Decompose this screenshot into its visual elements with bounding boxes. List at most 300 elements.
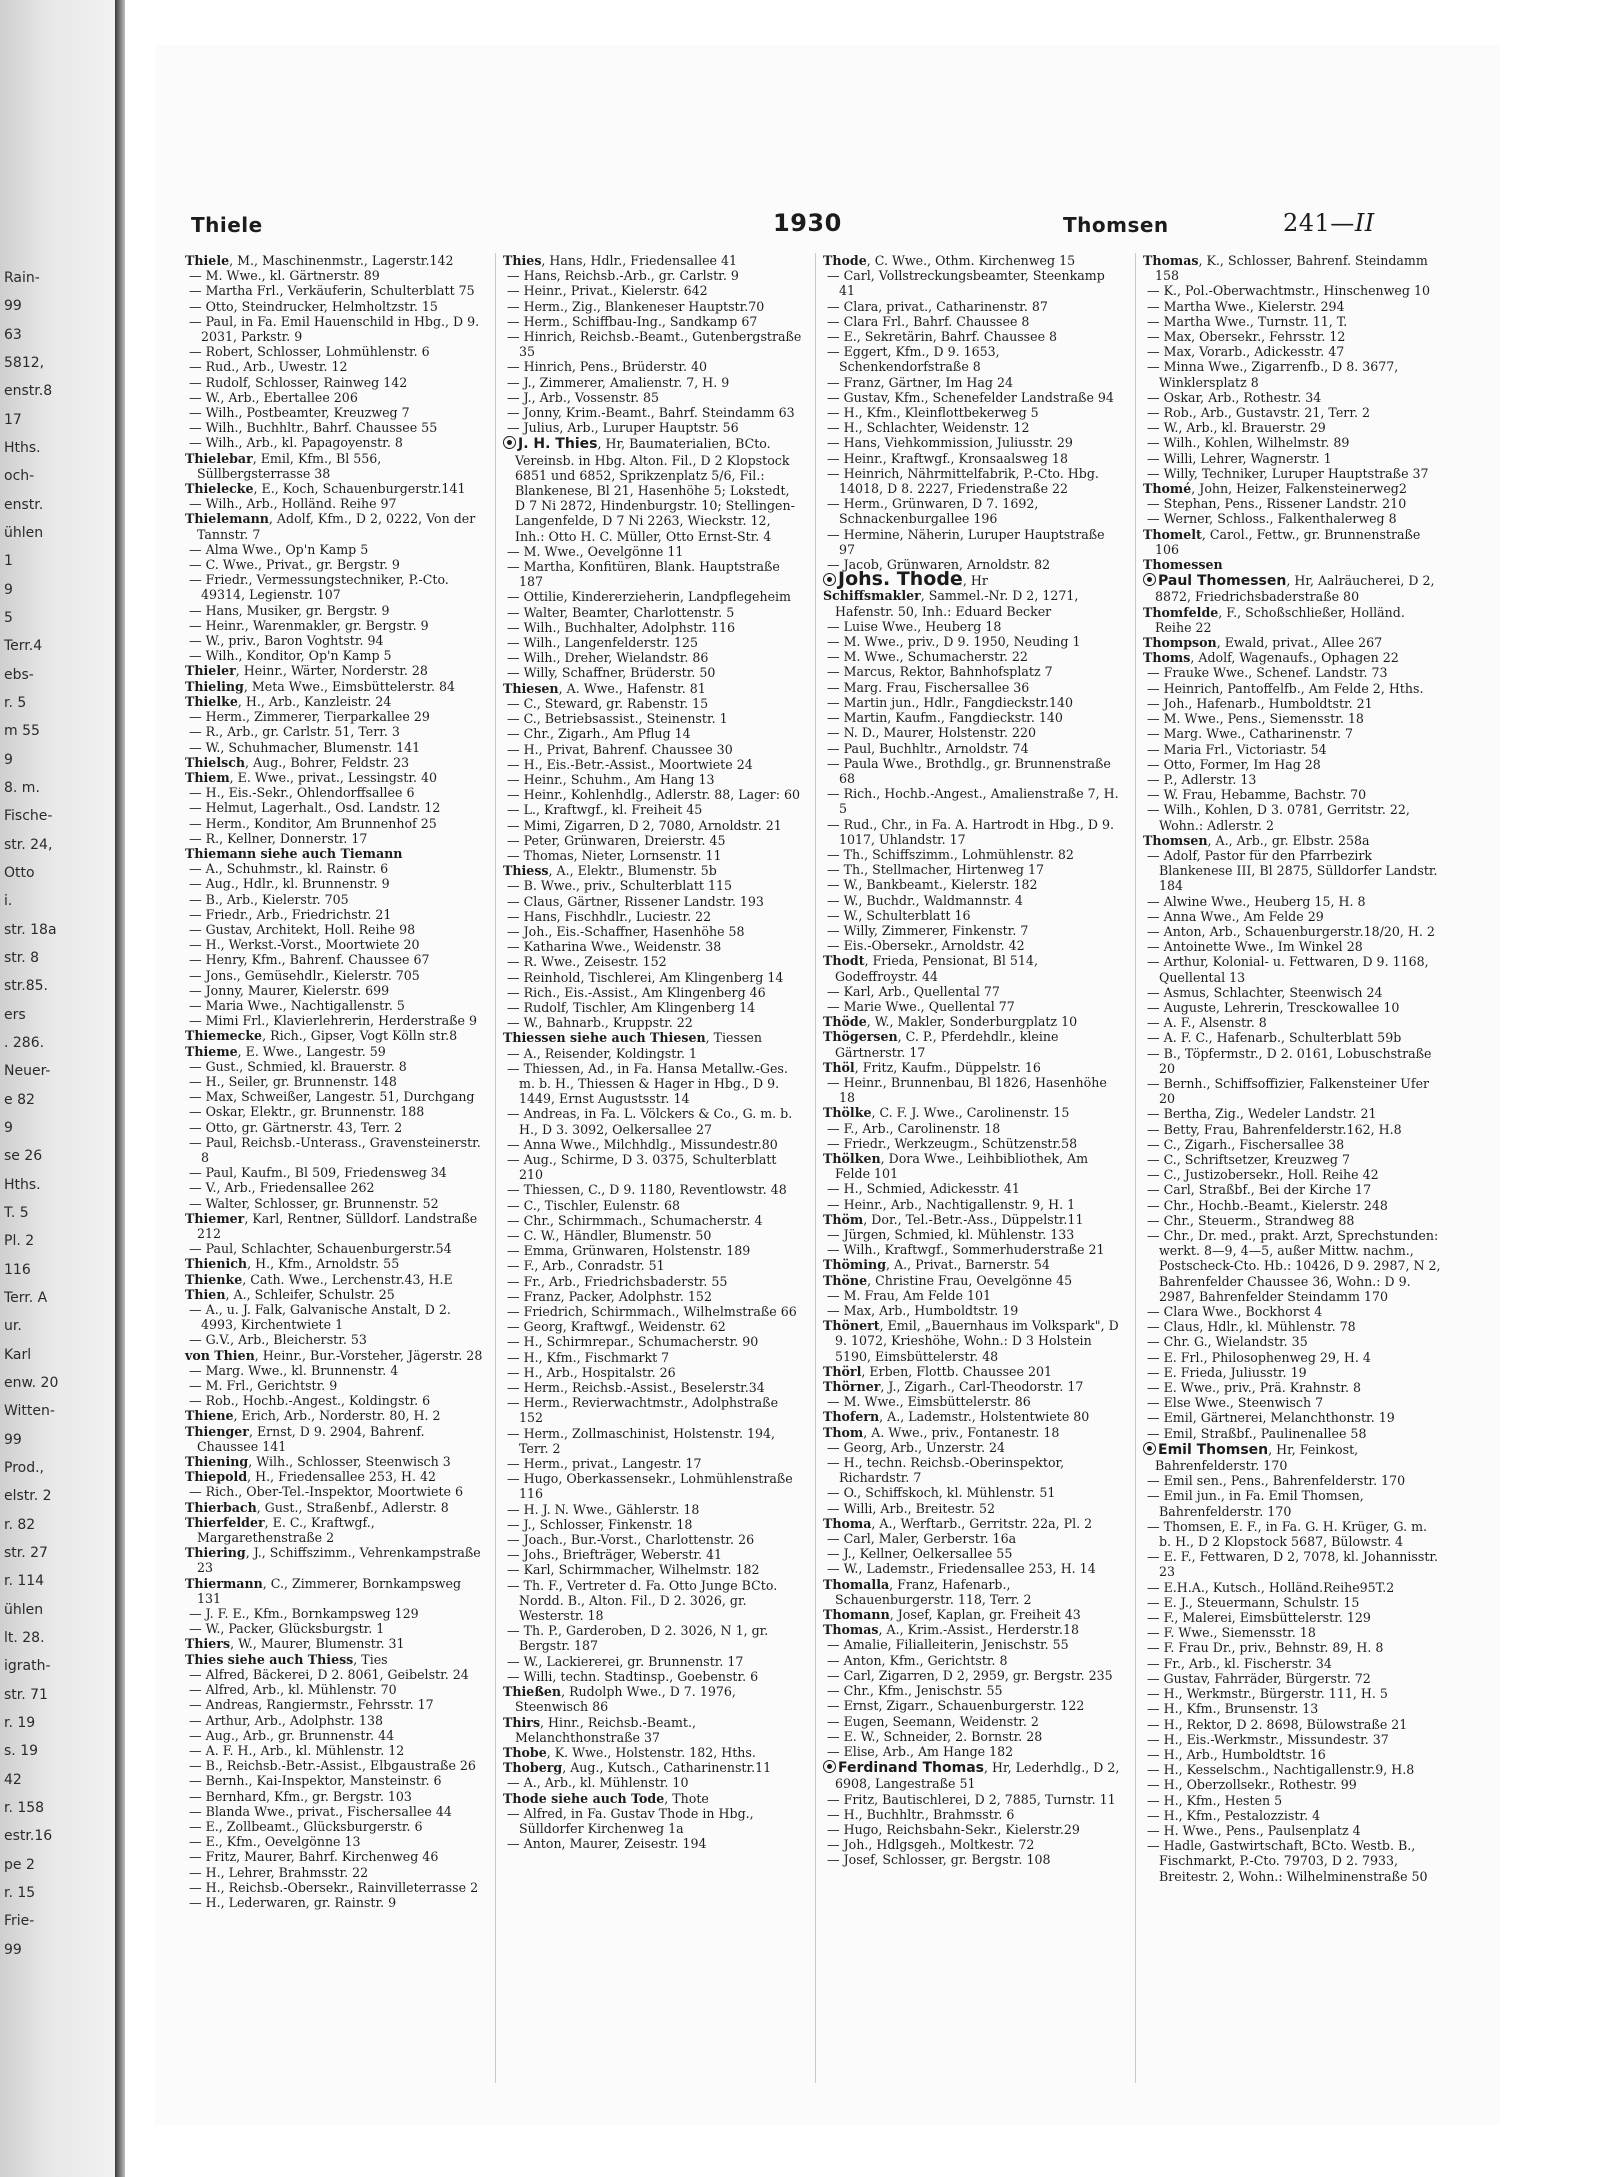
entry-text: — Wilh., Buchhltr., Bahrf. Chaussee 55 — [189, 420, 438, 436]
entry-text: — E., Kfm., Oevelgönne 13 — [189, 1834, 361, 1850]
directory-entry — [503, 863, 803, 878]
directory-entry — [823, 1546, 1123, 1561]
entry-text: — Alfred, Bäckerei, D 2. 8061, Geibelstr. 24 — [189, 1666, 469, 1682]
directory-entry — [1143, 772, 1443, 787]
entry-text: Thielke, H., Arb., Kanzleistr. 24 — [185, 693, 392, 709]
entry-text: — Alwine Wwe., Heuberg 15, H. 8 — [1147, 893, 1366, 909]
entry-text: — A., u. J. Falk, Galvanische Anstalt, D 2. 4993, Kirchentwiete 1 — [189, 1302, 451, 1333]
directory-entry — [185, 1667, 485, 1682]
directory-entry — [823, 786, 1123, 816]
directory-entry — [823, 253, 1123, 268]
directory-entry — [823, 268, 1123, 298]
entry-text: — Heinr., Warenmakler, gr. Bergstr. 9 — [189, 617, 429, 633]
entry-text: — H., Rektor, D 2. 8698, Bülowstraße 21 — [1147, 1716, 1408, 1732]
entry-text: — B., Arb., Kielerstr. 705 — [189, 891, 349, 907]
entry-text: — W., Buchdr., Waldmannstr. 4 — [827, 892, 1023, 908]
entry-text: — Hermine, Näherin, Luruper Hauptstraße 97 — [827, 526, 1105, 557]
directory-entry — [823, 375, 1123, 390]
directory-entry — [1143, 359, 1443, 389]
directory-entry — [823, 1121, 1123, 1136]
directory-entry — [503, 635, 803, 650]
entry-text: — H., Schlachter, Weidenstr. 12 — [827, 420, 1030, 436]
directory-entry — [823, 1257, 1123, 1272]
directory-entry — [823, 1227, 1123, 1242]
directory-entry — [823, 1653, 1123, 1668]
directory-entry — [185, 1059, 485, 1074]
directory-entry — [185, 1272, 485, 1287]
directory-entry — [185, 1256, 485, 1271]
entry-text: — W., Arb., kl. Brauerstr. 29 — [1147, 420, 1326, 436]
entry-text: — Wilh., Dreher, Wielandstr. 86 — [507, 650, 709, 666]
entry-text: — Bernhard, Kfm., gr. Bergstr. 103 — [189, 1788, 412, 1804]
directory-entry — [823, 999, 1123, 1014]
entry-text: Thienke, Cath. Wwe., Lerchenstr.43, H.E — [185, 1271, 453, 1287]
directory-entry — [185, 1332, 485, 1347]
directory-entry — [185, 451, 485, 481]
directory-entry — [503, 1760, 803, 1775]
entry-text: Thomelt, Carol., Fettw., gr. Brunnenstraße 106 — [1143, 526, 1421, 557]
directory-entry — [503, 1365, 803, 1380]
entry-text: — Katharina Wwe., Weidenstr. 38 — [507, 939, 722, 955]
entry-text: Thiemecke, Rich., Gipser, Vogt Kölln str.8 — [185, 1028, 458, 1044]
directory-page — [155, 45, 1500, 2125]
entry-text: J. H. Thies, Hr, Baumaterialien, BCto. Vereinsb. in Hbg. Alton. Fil., D 2 Klopstock 6851 und 6852, Sprikzenplatz 5/6, Fil.: Blankenese, Bl 21, Hasenhöhe 5; Lokstedt, D 7 Ni 2872, Hindenburgstr. 10; Stellingen-Langenfelde, D 7 Ni 2263, Wieckstr. 12, Inh.: Otto H. C. Müller, Otto Ernst-Str. 4 — [515, 436, 795, 544]
directory-entry — [185, 618, 485, 633]
directory-entry — [1143, 650, 1443, 665]
entry-text: — Fritz, Maurer, Bahrf. Kirchenweg 46 — [189, 1849, 439, 1865]
directory-entry — [823, 1409, 1123, 1424]
directory-entry — [185, 663, 485, 678]
entry-text: — Aug., Hdlr., kl. Brunnenstr. 9 — [189, 876, 390, 892]
entry-text: — W., Bahnarb., Kruppstr. 22 — [507, 1015, 693, 1031]
entry-text: — Asmus, Schlachter, Steenwisch 24 — [1147, 984, 1383, 1000]
directory-entry — [503, 1547, 803, 1562]
directory-entry — [185, 1804, 485, 1819]
directory-entry — [185, 1880, 485, 1895]
entry-text: Thomas, A., Krim.-Assist., Herderstr.18 — [823, 1622, 1080, 1638]
directory-entry — [185, 1393, 485, 1408]
directory-entry — [185, 603, 485, 618]
directory-entry — [185, 1424, 485, 1454]
entry-text: — M. Wwe., Schumacherstr. 22 — [827, 649, 1028, 665]
header-last-name: Thomsen — [1063, 213, 1169, 237]
entry-text: — Anton, Arb., Schauenburgerstr.18/20, H. 2 — [1147, 923, 1435, 939]
directory-entry — [185, 1743, 485, 1758]
directory-entry — [823, 1729, 1123, 1744]
entry-text: Thomann, Josef, Kaplan, gr. Freiheit 43 — [823, 1607, 1081, 1623]
directory-entry — [503, 1395, 803, 1425]
directory-entry — [823, 1212, 1123, 1227]
entry-text: — Hugo, Oberkassensekr., Lohmühlenstraße 116 — [507, 1471, 793, 1502]
entry-text: — C., Betriebsassist., Steinenstr. 1 — [507, 711, 728, 727]
directory-entry — [503, 1456, 803, 1471]
entry-text: — Heinr., Arb., Nachtigallenstr. 9, H. 1 — [827, 1196, 1076, 1212]
directory-entry — [503, 390, 803, 405]
directory-entry — [185, 1408, 485, 1423]
directory-entry — [185, 1196, 485, 1211]
entry-text: — Herm., Grünwaren, D 7. 1692, Schnackenburgallee 196 — [827, 496, 1039, 527]
registered-firm-icon — [1143, 1442, 1156, 1455]
directory-entry — [1143, 1777, 1443, 1792]
entry-text: Thölken, Dora Wwe., Leihbibliothek, Am Felde 101 — [823, 1150, 1089, 1182]
entry-text: Thöde, W., Makler, Sonderburgplatz 10 — [823, 1014, 1078, 1030]
entry-text: — R., Arb., gr. Carlstr. 51, Terr. 3 — [189, 724, 400, 740]
entry-text: — W., Lackiererei, gr. Brunnenstr. 17 — [507, 1653, 744, 1669]
directory-entry — [1143, 283, 1443, 298]
directory-entry — [503, 1654, 803, 1669]
entry-text: — Max, Arb., Humboldtstr. 19 — [827, 1303, 1019, 1319]
directory-entry — [185, 1758, 485, 1773]
directory-entry — [823, 1318, 1123, 1364]
directory-entry — [503, 1319, 803, 1334]
entry-text: — Karl, Arb., Quellental 77 — [827, 983, 1000, 999]
directory-entry — [1143, 1549, 1443, 1579]
directory-entry — [823, 923, 1123, 938]
directory-entry — [503, 253, 803, 268]
entry-text: — Aug., Schirme, D 3. 0375, Schulterblatt 210 — [507, 1151, 777, 1183]
entry-text: Thoma, A., Werftarb., Gerritstr. 22a, Pl. 2 — [823, 1515, 1093, 1531]
entry-text: — Hadle, Gastwirtschaft, BCto. Westb. B., Fischmarkt, P.-Cto. 79703, D 2. 7933, Breitestr. 2, Wohn.: Wilhelminenstraße 50 — [1147, 1838, 1428, 1884]
entry-text: Thieme, E. Wwe., Langestr. 59 — [185, 1043, 386, 1059]
entry-text: — Thiessen, C., D 9. 1180, Reventlowstr. 48 — [507, 1182, 787, 1198]
entry-text: — Chr., Hochb.-Beamt., Kielerstr. 248 — [1147, 1197, 1388, 1213]
directory-entry — [185, 1104, 485, 1119]
directory-entry — [185, 740, 485, 755]
directory-entry — [503, 833, 803, 848]
entry-text: — H., Kfm., Brunsenstr. 13 — [1147, 1701, 1319, 1717]
directory-entry — [1143, 527, 1443, 557]
entry-text: — Julius, Arb., Luruper Hauptstr. 56 — [507, 420, 739, 436]
directory-entry — [823, 1637, 1123, 1652]
entry-text: — Chr., Schirmmach., Schumacherstr. 4 — [507, 1212, 763, 1228]
directory-entry — [185, 1469, 485, 1484]
entry-text: — Jürgen, Schmied, kl. Mühlenstr. 133 — [827, 1227, 1075, 1242]
entry-text: — Walter, Beamter, Charlottenstr. 5 — [507, 604, 735, 620]
directory-entry — [823, 1792, 1123, 1807]
directory-entry — [823, 1607, 1123, 1622]
directory-entry — [823, 862, 1123, 877]
entry-text: — W. Frau, Hebamme, Bachstr. 70 — [1147, 787, 1367, 803]
entry-text: — H., Eis.-Betr.-Assist., Moortwiete 24 — [507, 756, 753, 772]
entry-text: — C., Schriftsetzer, Kreuzweg 7 — [1147, 1151, 1350, 1167]
directory-entry — [503, 268, 803, 283]
directory-entry — [823, 710, 1123, 725]
entry-text: — Anton, Kfm., Gerichtstr. 8 — [827, 1652, 1008, 1668]
entry-text: — H., Kfm., Kleinflottbekerweg 5 — [827, 405, 1039, 421]
directory-entry — [185, 420, 485, 435]
directory-entry — [823, 634, 1123, 649]
directory-entry — [503, 1334, 803, 1349]
facing-page-fragment-text: str. 27 — [4, 1545, 48, 1561]
directory-entry — [185, 1454, 485, 1469]
facing-page-fragment-text: Hths. — [4, 440, 41, 456]
directory-entry — [185, 952, 485, 967]
entry-text: — Paul, Kaufm., Bl 509, Friedensweg 34 — [189, 1165, 447, 1181]
entry-text: — M. Wwe., kl. Gärtnerstr. 89 — [189, 268, 380, 284]
directory-entry — [823, 1288, 1123, 1303]
entry-text: — Ernst, Zigarr., Schauenburgerstr. 122 — [827, 1698, 1085, 1714]
entry-text: — H., Seiler, gr. Brunnenstr. 148 — [189, 1073, 397, 1089]
directory-entry — [185, 1773, 485, 1788]
entry-text: — R., Kellner, Donnerstr. 17 — [189, 830, 368, 846]
entry-text: — Mimi Frl., Klavierlehrerin, Herderstraße 9 — [189, 1013, 478, 1029]
entry-text: — H., Reichsb.-Obersekr., Rainvilleterrasse 2 — [189, 1879, 479, 1895]
directory-entry — [503, 1578, 803, 1624]
directory-entry — [1143, 1473, 1443, 1488]
entry-text: — M. Wwe., Pens., Siemensstr. 18 — [1147, 711, 1364, 727]
directory-entry — [823, 664, 1123, 679]
directory-entry — [1143, 1015, 1443, 1030]
entry-text: — Andreas, Rangiermstr., Fehrsstr. 17 — [189, 1697, 434, 1713]
entry-text: — Marg. Wwe., Catharinenstr. 7 — [1147, 726, 1354, 742]
facing-page-fragment-text: pe 2 — [4, 1856, 35, 1873]
entry-text: — Heinr., Kohlenhdlg., Adlerstr. 88, Lager: 60 — [507, 787, 800, 803]
directory-entry — [1143, 1410, 1443, 1425]
directory-entry — [823, 1744, 1123, 1759]
entry-text: — Oskar, Elektr., gr. Brunnenstr. 188 — [189, 1104, 425, 1120]
entry-text: — Jons., Gemüsehdlr., Kielerstr. 705 — [189, 967, 420, 983]
entry-text: — B., Reichsb.-Betr.-Assist., Elbgaustraße 26 — [189, 1758, 476, 1774]
entry-text: Thienich, H., Kfm., Arnoldstr. 55 — [185, 1256, 400, 1272]
facing-page-fragment-text: r. 82 — [4, 1516, 36, 1533]
directory-entry — [185, 968, 485, 983]
entry-text: — B., Töpfermstr., D 2. 0161, Lobuschstraße 20 — [1147, 1045, 1432, 1076]
directory-entry — [823, 466, 1123, 496]
directory-entry — [1143, 726, 1443, 741]
directory-entry — [503, 299, 803, 314]
directory-entry — [823, 1501, 1123, 1516]
directory-entry — [1143, 1380, 1443, 1395]
facing-page-fragment-text: r. 19 — [4, 1715, 36, 1731]
directory-entry — [823, 817, 1123, 847]
entry-text: Thöne, Christine Frau, Oevelgönne 45 — [823, 1272, 1073, 1288]
entry-text: — Alfred, in Fa. Gustav Thode in Hbg., Sülldorfer Kirchenweg 1a — [507, 1805, 754, 1836]
directory-entry — [823, 680, 1123, 695]
column-divider — [1135, 253, 1136, 2083]
entry-text: — E. F., Fettwaren, D 2, 7078, kl. Johannisstr. 23 — [1147, 1549, 1439, 1580]
facing-page-fragment-text: r. 158 — [4, 1800, 45, 1816]
directory-entry — [823, 619, 1123, 634]
entry-text: Thode, C. Wwe., Othm. Kirchenweg 15 — [823, 253, 1076, 268]
entry-text: — Robert, Schlosser, Lohmühlenstr. 6 — [189, 344, 430, 360]
directory-entry — [185, 1819, 485, 1834]
facing-page-fragment-text: 5 — [4, 610, 13, 626]
directory-entry — [503, 420, 803, 435]
entry-text: — Alma Wwe., Op'n Kamp 5 — [189, 541, 369, 557]
entry-text: — W., Schulterblatt 16 — [827, 907, 971, 923]
entry-text: — Martha Wwe., Kielerstr. 294 — [1147, 298, 1345, 314]
entry-text: Thiering, J., Schiffszimm., Vehrenkampstraße 23 — [185, 1545, 481, 1576]
directory-entry — [823, 1105, 1123, 1120]
entry-text: — Max, Vorarb., Adickesstr. 47 — [1147, 344, 1345, 360]
directory-entry — [823, 568, 1123, 591]
entry-text: — B. Wwe., priv., Schulterblatt 115 — [507, 878, 733, 894]
facing-page-fragment-text: i. — [4, 893, 13, 910]
facing-page-fragment-text: Terr. A — [4, 1290, 48, 1306]
directory-entry — [185, 1636, 485, 1651]
entry-text: — Joh., Eis.-Schaffner, Hasenhöhe 58 — [507, 923, 745, 939]
entry-text: — H., Werkmstr., Bürgerstr. 111, H. 5 — [1147, 1686, 1388, 1702]
directory-entry — [503, 1775, 803, 1790]
directory-entry — [1143, 314, 1443, 329]
directory-entry — [823, 1531, 1123, 1546]
entry-text: — Auguste, Lehrerin, Tresckowallee 10 — [1147, 999, 1400, 1015]
entry-text: — Jonny, Maurer, Kielerstr. 699 — [189, 982, 390, 998]
entry-text: — Herm., Konditor, Am Brunnenhof 25 — [189, 815, 437, 831]
entry-text: — Willi, techn. Stadtinsp., Goebenstr. 6 — [507, 1668, 759, 1684]
facing-page-fragment-text: ers — [4, 1006, 26, 1023]
facing-page-fragment-text: . 286. — [4, 1035, 45, 1051]
entry-text: — Willy, Techniker, Luruper Hauptstraße 37 — [1147, 465, 1429, 481]
entry-text: Thießen, Rudolph Wwe., D 7. 1976, Steenwisch 86 — [503, 1684, 736, 1715]
entry-text: — Wilh., Kohlen, Wilhelmstr. 89 — [1147, 435, 1350, 451]
entry-text: — A., Arb., kl. Mühlenstr. 10 — [507, 1775, 689, 1791]
entry-text: — H., Kfm., Pestalozzistr. 4 — [1147, 1807, 1321, 1823]
directory-entry — [823, 1759, 1123, 1791]
entry-text: — Clara, privat., Catharinenstr. 87 — [827, 298, 1048, 314]
directory-entry — [1143, 1106, 1443, 1121]
directory-entry — [1143, 420, 1443, 435]
facing-page-fragment-text: lt. 28. — [4, 1630, 45, 1646]
entry-text: — Mimi, Zigarren, D 2, 7080, Arnoldstr. 21 — [507, 817, 782, 833]
entry-text: — Fritz, Bautischlerei, D 2, 7885, Turnstr. 11 — [827, 1791, 1116, 1807]
entry-text: — Wilh., Kraftwgf., Sommerhuderstraße 21 — [827, 1242, 1105, 1258]
entry-text: — M. Frl., Gerichtstr. 9 — [189, 1378, 338, 1394]
directory-entry — [1143, 1076, 1443, 1106]
entry-text: — Paul, Buchhltr., Arnoldstr. 74 — [827, 740, 1029, 756]
directory-entry — [823, 938, 1123, 953]
entry-text: — M. Wwe., Oevelgönne 11 — [507, 543, 684, 559]
entry-text: — H., Kesselschm., Nachtigallenstr.9, H.8 — [1147, 1762, 1415, 1778]
entry-text: — Emma, Grünwaren, Holstenstr. 189 — [507, 1243, 751, 1259]
directory-entry — [185, 816, 485, 831]
directory-entry — [1143, 1838, 1443, 1884]
entry-text: — Aug., Arb., gr. Brunnenstr. 44 — [189, 1727, 395, 1743]
entry-text: — Martha Wwe., Turnstr. 11, T. — [1147, 313, 1348, 329]
directory-entry — [1143, 253, 1443, 283]
entry-text: Thiepold, H., Friedensallee 253, H. 42 — [185, 1469, 436, 1485]
entry-text: — Frauke Wwe., Schenef. Landstr. 73 — [1147, 665, 1388, 681]
directory-entry — [1143, 924, 1443, 939]
entry-text: — Maria Frl., Victoriastr. 54 — [1147, 741, 1327, 757]
entry-text: — Hinrich, Pens., Brüderstr. 40 — [507, 359, 707, 375]
facing-page-fragment-text: Terr.4 — [4, 638, 43, 655]
directory-entry — [185, 253, 485, 268]
entry-text: — Heinr., Privat., Kielerstr. 642 — [507, 283, 708, 299]
entry-text: — A. F., Alsenstr. 8 — [1147, 1015, 1267, 1031]
directory-entry — [185, 283, 485, 298]
registered-firm-icon — [823, 573, 836, 586]
directory-entry — [503, 742, 803, 757]
entry-text: — Carl, Zigarren, D 2, 2959, gr. Bergstr. 235 — [827, 1667, 1113, 1683]
directory-entry — [503, 329, 803, 359]
directory-entry — [185, 1484, 485, 1499]
directory-entry — [503, 894, 803, 909]
directory-entry — [185, 1363, 485, 1378]
directory-entry — [1143, 742, 1443, 757]
directory-entry — [185, 724, 485, 739]
directory-entry — [503, 878, 803, 893]
facing-page-fragment-text: Prod., — [4, 1460, 44, 1476]
directory-entry — [185, 542, 485, 557]
directory-entry — [185, 861, 485, 876]
entry-text: — Wilh., Arb., Holländ. Reihe 97 — [189, 496, 397, 512]
page-number: 241— — [1283, 209, 1355, 237]
directory-entry — [823, 435, 1123, 450]
directory-entry — [185, 1576, 485, 1606]
directory-entry — [185, 299, 485, 314]
entry-text: — Georg, Arb., Unzerstr. 24 — [827, 1439, 1005, 1455]
entry-text: — Heinrich, Pantoffelfb., Am Felde 2, Hths. — [1147, 680, 1424, 696]
entry-text: — Amalie, Filialleiterin, Jenischstr. 55 — [827, 1637, 1069, 1653]
entry-text: Thielecke, E., Koch, Schauenburgerstr.141 — [185, 481, 466, 497]
entry-text: — Reinhold, Tischlerei, Am Klingenberg 14 — [507, 969, 784, 985]
entry-text: — C., Steward, gr. Rabenstr. 15 — [507, 695, 709, 711]
entry-text: — Chr., Kfm., Jenischstr. 55 — [827, 1683, 1003, 1699]
entry-text: Thobe, K. Wwe., Holstenstr. 182, Hths. — [503, 1744, 756, 1760]
directory-entry — [503, 1715, 803, 1745]
entry-text: Thieling, Meta Wwe., Eimsbüttelerstr. 84 — [185, 678, 456, 694]
entry-text: — Heinrich, Nährmittelfabrik, P.-Cto. Hbg. 14018, D 8. 2227, Friedenstraße 22 — [827, 465, 1099, 497]
entry-text: — Rud., Chr., in Fa. A. Hartrodt in Hbg., D 9. 1017, Uhlandstr. 17 — [827, 816, 1114, 847]
header-page-number — [1283, 209, 1375, 237]
directory-entry — [1143, 1304, 1443, 1319]
page-header — [183, 205, 1458, 245]
facing-page-fragment-text: m 55 — [4, 723, 40, 740]
directory-entry — [185, 1180, 485, 1195]
directory-entry — [503, 1182, 803, 1197]
facing-page-fragment-text: e 82 — [4, 1091, 35, 1108]
entry-text: — Eugen, Seemann, Weidenstr. 2 — [827, 1713, 1039, 1729]
directory-entry — [503, 970, 803, 985]
directory-entry — [503, 1836, 803, 1851]
directory-entry — [823, 344, 1123, 374]
directory-entry — [185, 800, 485, 815]
entry-text: — F., Arb., Carolinenstr. 18 — [827, 1120, 1001, 1136]
entry-text: — Rich., Ober-Tel.-Inspektor, Moortwiete 6 — [189, 1484, 464, 1500]
directory-entry — [185, 405, 485, 420]
entry-text: — Max, Schweißer, Langestr. 51, Durchgang — [189, 1089, 475, 1105]
directory-entry — [503, 359, 803, 374]
directory-entry — [503, 924, 803, 939]
directory-entry — [503, 1502, 803, 1517]
directory-entry — [1143, 848, 1443, 894]
entry-text: — Joach., Bur.-Vorst., Charlottenstr. 26 — [507, 1532, 755, 1548]
directory-entry — [185, 1713, 485, 1728]
directory-entry — [185, 268, 485, 283]
directory-entry — [185, 1089, 485, 1104]
entry-text: — Hans, Viehkommission, Juliusstr. 29 — [827, 435, 1073, 451]
entry-text: — Anna Wwe., Am Felde 29 — [1147, 908, 1324, 924]
directory-entry — [823, 1151, 1123, 1181]
entry-text: Thode siehe auch Tode, Thote — [503, 1790, 709, 1806]
directory-entry — [185, 983, 485, 998]
entry-text: — Bernh., Schiffsoffizier, Falkensteiner Ufer 20 — [1147, 1075, 1430, 1107]
directory-entry — [823, 1698, 1123, 1713]
directory-entry — [503, 1426, 803, 1456]
entry-text: — Wilh., Konditor, Op'n Kamp 5 — [189, 648, 392, 664]
directory-entry — [185, 1044, 485, 1059]
entry-text: — Willi, Lehrer, Wagnerstr. 1 — [1147, 450, 1332, 466]
entry-text: — Andreas, in Fa. L. Völckers & Co., G. m. b. H., D 3. 3092, Oelkersallee 27 — [507, 1106, 793, 1137]
entry-text: — Stephan, Pens., Rissener Landstr. 210 — [1147, 496, 1407, 512]
entry-text: — Martha Frl., Verkäuferin, Schulterblatt 75 — [189, 283, 475, 299]
entry-text: Thiessen siehe auch Thiesen, Tiessen — [503, 1030, 762, 1046]
directory-entry — [503, 802, 803, 817]
entry-text: — Martin, Kaufm., Fangdieckstr. 140 — [827, 710, 1063, 726]
directory-entry — [503, 1517, 803, 1532]
entry-text: — Herm., Zollmaschinist, Holstenstr. 194, Terr. 2 — [507, 1425, 776, 1456]
